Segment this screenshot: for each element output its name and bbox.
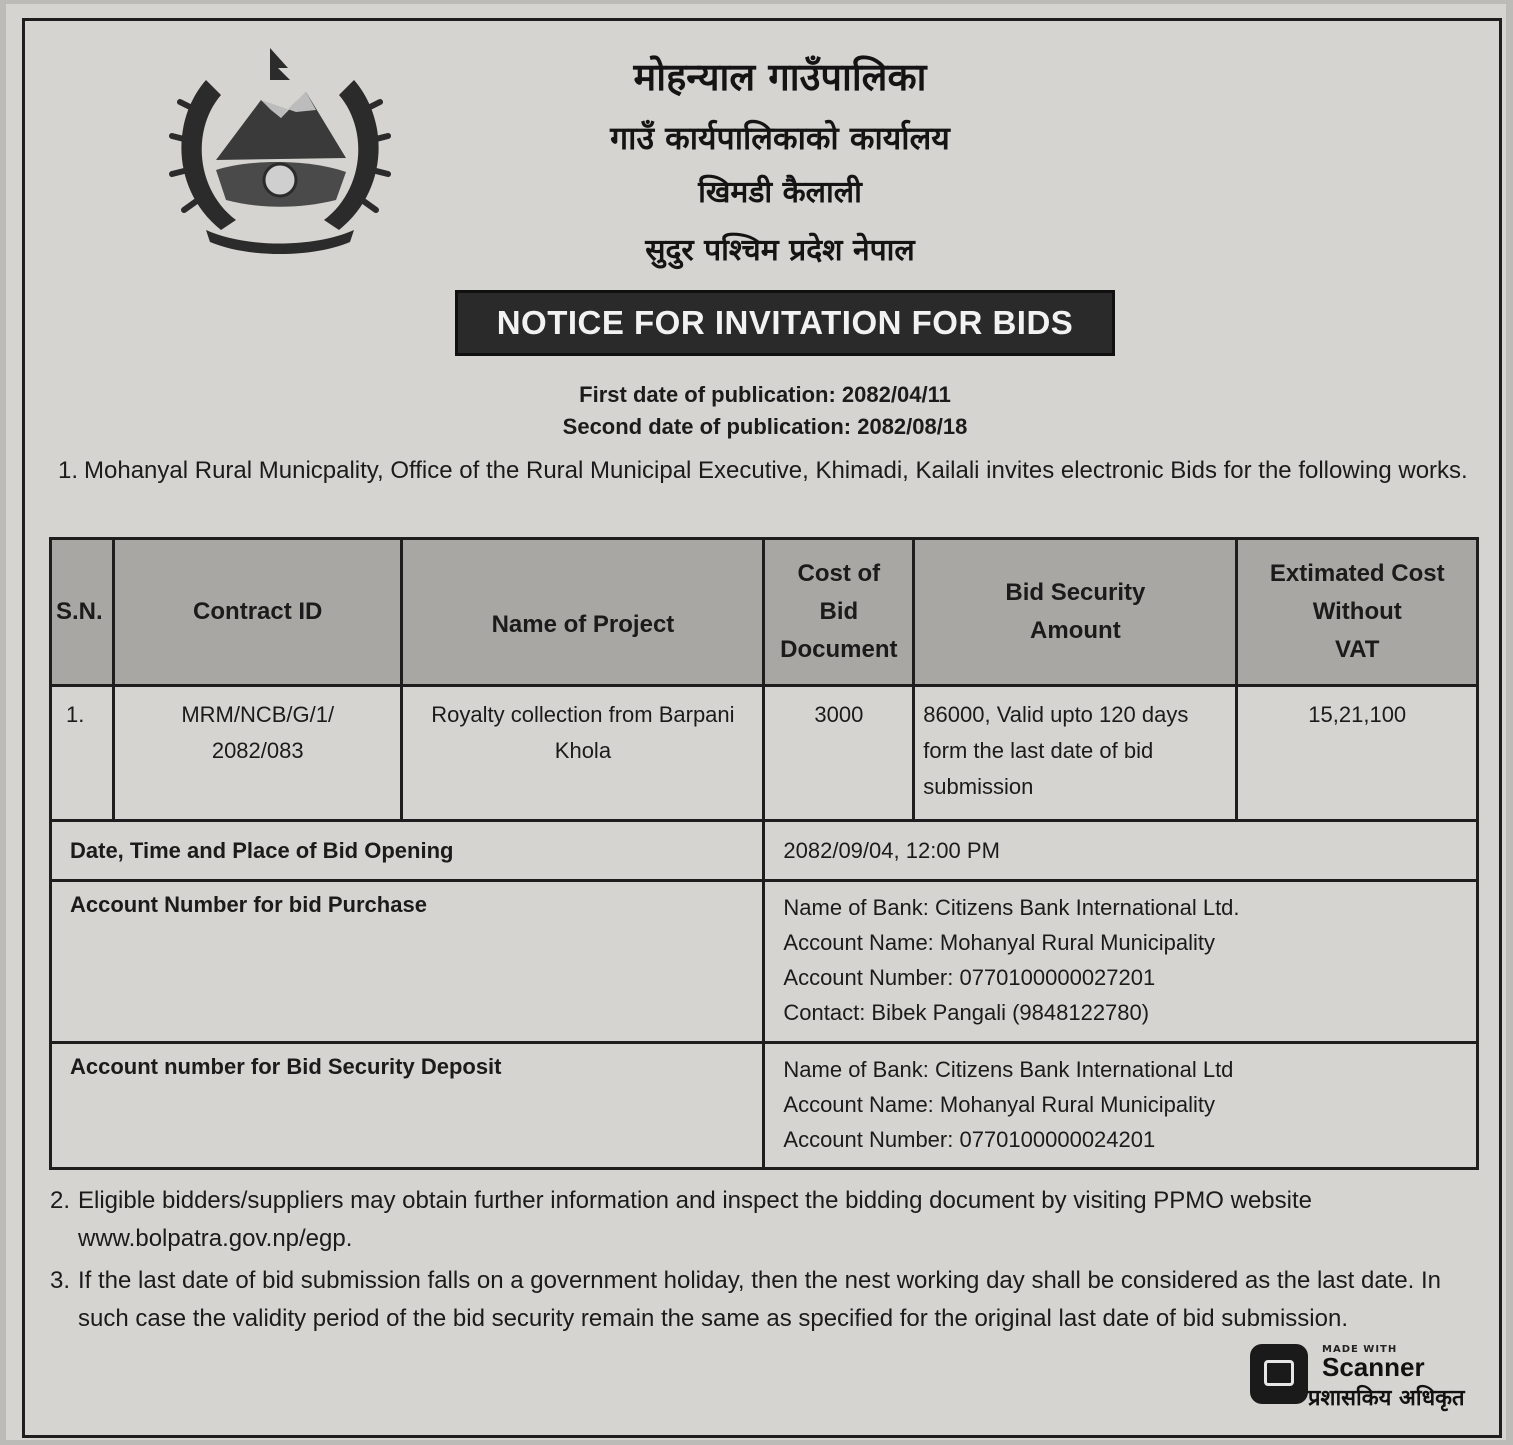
officer-signature-text: प्रशासकिय अधिकृत (1308, 1386, 1465, 1411)
office-location: खिमडी कैलाली (698, 175, 862, 210)
header-cost-line1: Cost of (797, 560, 881, 587)
bid-opening-value: 2082/09/04, 12:00 PM (764, 821, 1478, 881)
nepal-government-emblem-icon (166, 40, 394, 254)
paragraph-2 (50, 1182, 1490, 1258)
paragraph-text: Eligible bidders/suppliers may obtain further information and inspect the bidding document by visiting PPMO website www.bolpatra.gov.np/egp. (78, 1187, 1312, 1252)
header-estimate-line1: Extimated Cost (1269, 560, 1445, 587)
second-publication-date: Second date of publication: 2082/08/18 (562, 414, 968, 439)
paragraph-number: 2. (50, 1187, 71, 1214)
deposit-bank-name: Name of Bank: Citizens Bank International Ltd (783, 1057, 1234, 1082)
scanner-brand: Scanner (1322, 1352, 1425, 1382)
first-publication-date: First date of publication: 2082/04/11 (579, 382, 951, 407)
cell-estimated-cost: 15,21,100 (1237, 686, 1478, 821)
header-security-line2: Amount (1030, 617, 1121, 644)
header-security-line1: Bid Security (1005, 579, 1146, 606)
header-sn: S.N. (51, 539, 114, 686)
notice-title: NOTICE FOR INVITATION FOR BIDS (496, 304, 1074, 341)
deposit-account-details (764, 1043, 1478, 1169)
paragraph-number: 1. (58, 457, 79, 484)
deposit-account-label: Account number for Bid Security Deposit (51, 1043, 764, 1169)
cell-bid-security: 86000, Valid upto 120 days form the last date of bid submission (914, 686, 1237, 821)
province-name: सुदुर पश्चिम प्रदेश नेपाल (645, 233, 915, 268)
header-bid-security (914, 539, 1237, 686)
header-cost-line2: Bid (819, 598, 859, 625)
paragraph-number: 3. (50, 1267, 71, 1294)
contract-id-line2: 2082/083 (211, 738, 304, 763)
cell-sn: 1. (51, 686, 114, 821)
header-project: Name of Project (402, 539, 764, 686)
purchase-account-details (764, 881, 1478, 1043)
paragraph-1 (58, 452, 1488, 490)
purchase-account-number: Account Number: 0770100000027201 (783, 965, 1156, 990)
notice-title-box (455, 290, 1115, 356)
purchase-account-row (51, 881, 1478, 1043)
office-name: गाउँ कार्यपालिकाको कार्यालय (610, 119, 950, 157)
bid-opening-label: Date, Time and Place of Bid Opening (51, 821, 764, 881)
bid-opening-row (51, 821, 1478, 881)
contract-id-line1: MRM/NCB/G/1/ (181, 702, 335, 727)
header-cost (764, 539, 914, 686)
table-row (51, 686, 1478, 821)
scanner-app-icon (1250, 1344, 1308, 1404)
cell-contract-id (113, 686, 402, 821)
header-estimate-line3: VAT (1335, 636, 1380, 663)
header-cost-line3: Document (780, 636, 898, 663)
paragraph-text: Mohanyal Rural Municpality, Office of the Rural Municipal Executive, Khimadi, Kailali invites electronic Bids for the following works. (84, 457, 1468, 484)
header-estimate-line2: Without (1312, 598, 1402, 625)
paragraph-3 (50, 1262, 1490, 1338)
deposit-account-row (51, 1043, 1478, 1169)
purchase-bank-name: Name of Bank: Citizens Bank International Ltd. (783, 895, 1240, 920)
table-header-row (51, 539, 1478, 686)
deposit-account-name: Account Name: Mohanyal Rural Municipality (783, 1092, 1216, 1117)
bids-table (49, 537, 1479, 1170)
header-contract-id: Contract ID (113, 539, 402, 686)
purchase-account-name: Account Name: Mohanyal Rural Municipality (783, 930, 1216, 955)
deposit-account-number: Account Number: 0770100000024201 (783, 1127, 1156, 1152)
cell-cost: 3000 (764, 686, 914, 821)
purchase-contact: Contact: Bibek Pangali (9848122780) (783, 1000, 1150, 1025)
purchase-account-label: Account Number for bid Purchase (51, 881, 764, 1043)
municipality-name: मोहन्याल गाउँपालिका (633, 55, 927, 99)
scanner-made-with: MADE WITH (1322, 1344, 1398, 1355)
cell-project: Royalty collection from Barpani Khola (402, 686, 764, 821)
scanner-watermark (1250, 1342, 1490, 1412)
paragraph-text: If the last date of bid submission falls on a government holiday, then the nest working day shall be considered as the last date. In such case the validity period of the bid security remain the same as specified for the original last date of bid submission. (78, 1267, 1442, 1332)
header-estimated-cost (1237, 539, 1478, 686)
